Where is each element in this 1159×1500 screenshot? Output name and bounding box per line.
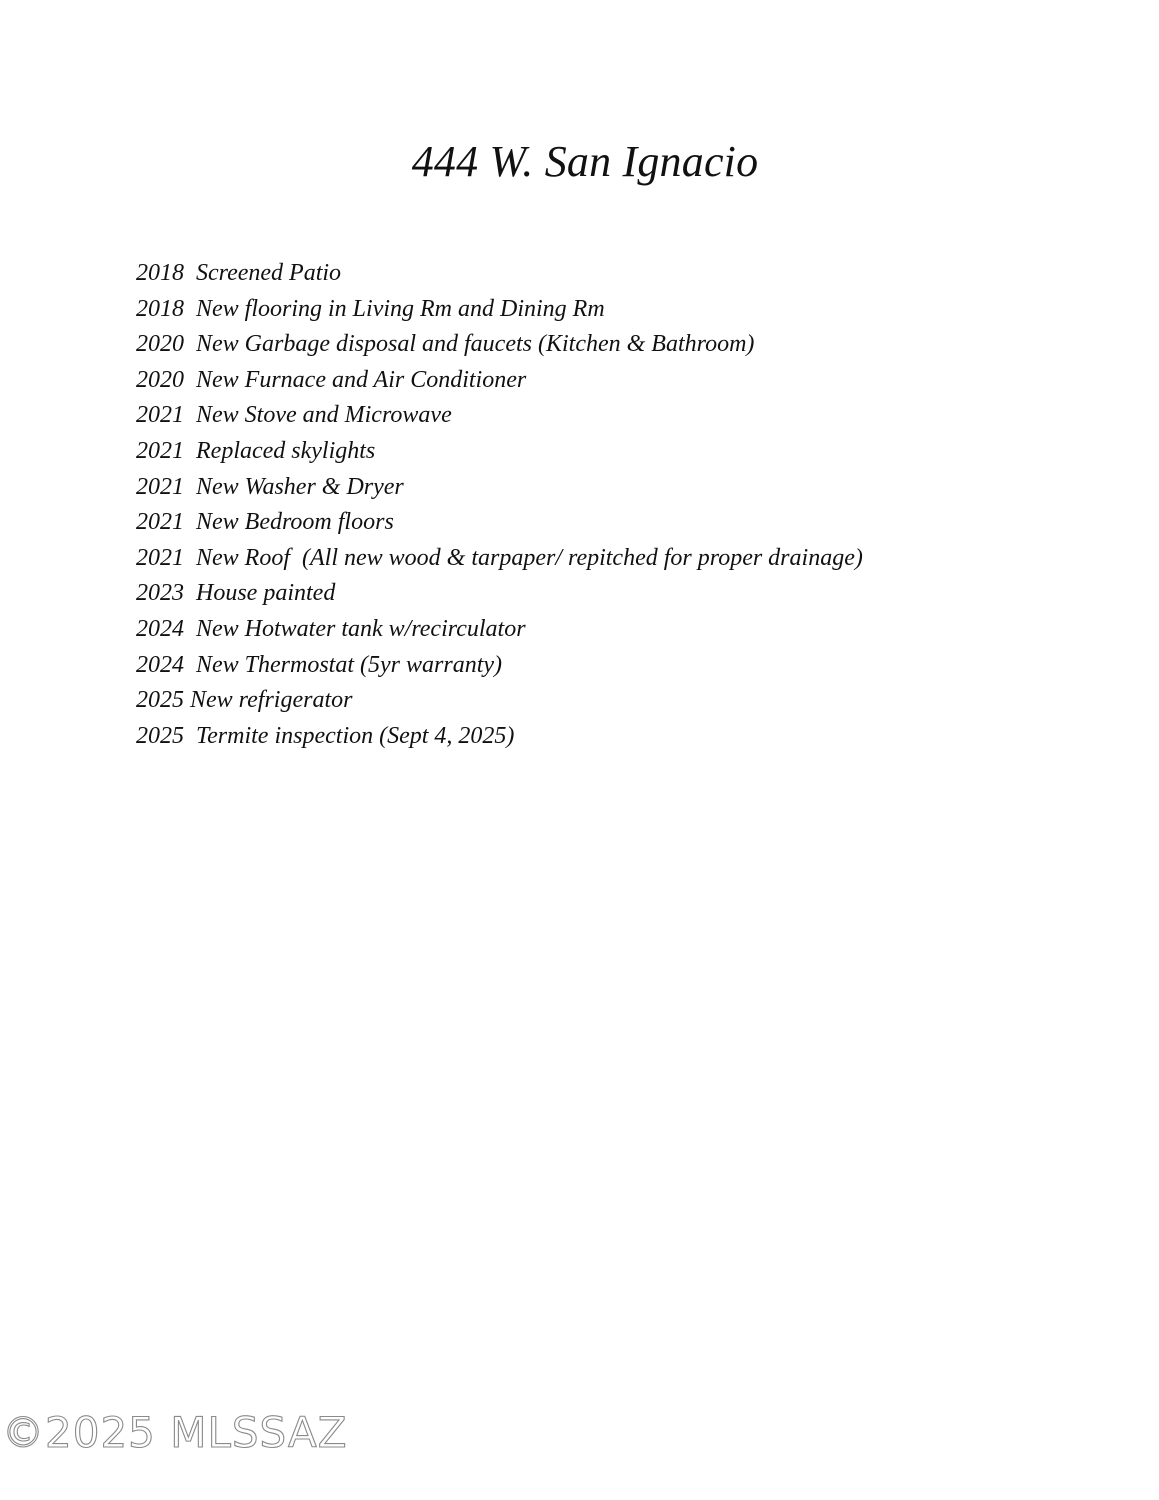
list-item: 2020 New Furnace and Air Conditioner (136, 366, 527, 393)
list-item: 2018 New flooring in Living Rm and Dining Rm (136, 295, 605, 322)
copyright-watermark: ©2025 MLSSAZ (2, 1408, 348, 1457)
list-item: 2021 New Roof (All new wood & tarpaper/ repitched for proper drainage) (136, 544, 863, 571)
list-item: 2021 New Stove and Microwave (136, 402, 452, 429)
list-item: 2021 New Bedroom floors (136, 509, 394, 536)
improvements-list (136, 256, 863, 754)
list-item: 2021 Replaced skylights (136, 437, 376, 464)
list-item: 2024 New Hotwater tank w/recirculator (136, 615, 526, 642)
list-item: 2025 Termite inspection (Sept 4, 2025) (136, 722, 515, 749)
list-item: 2024 New Thermostat (5yr warranty) (136, 651, 502, 678)
document-title: 444 W. San Ignacio (411, 137, 759, 186)
list-item: 2020 New Garbage disposal and faucets (Kitchen & Bathroom) (136, 331, 755, 358)
list-item: 2018 Screened Patio (136, 260, 342, 286)
list-item: 2023 House painted (136, 580, 336, 607)
list-item: 2021 New Washer & Dryer (136, 473, 404, 500)
list-item: 2025 New refrigerator (136, 687, 353, 714)
